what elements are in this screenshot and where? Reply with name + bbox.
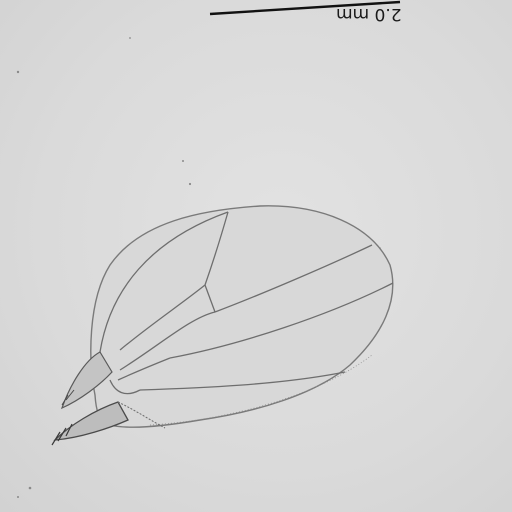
scale-bar-label: 2.0 mm bbox=[336, 4, 402, 24]
wing-membrane bbox=[91, 206, 393, 427]
